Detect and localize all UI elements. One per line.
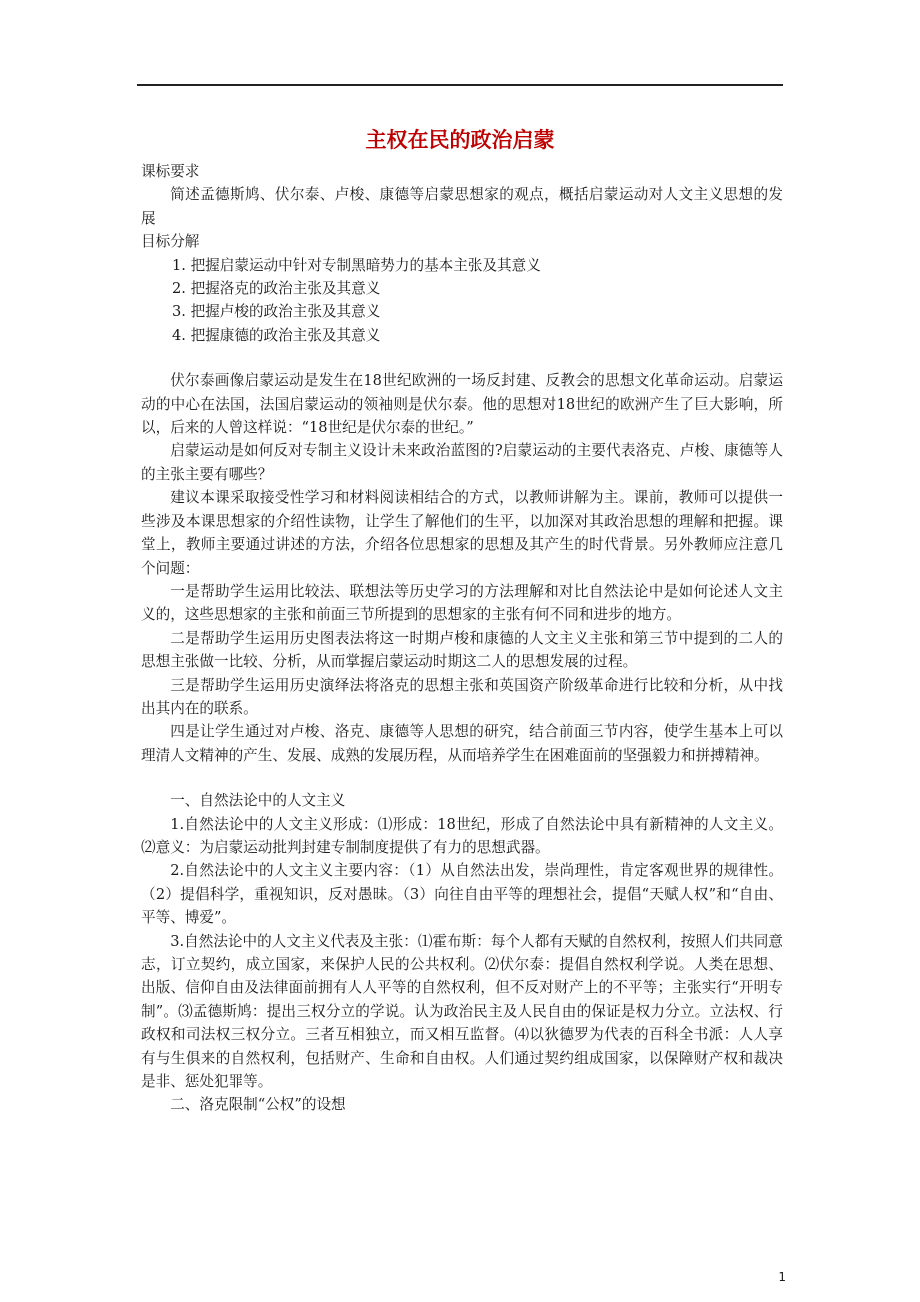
spacer bbox=[141, 767, 783, 789]
section-heading-objectives: 目标分解 bbox=[141, 233, 200, 251]
intro-paragraph: 启蒙运动是如何反对专制主义设计未来政治蓝图的?启蒙运动的主要代表洛克、卢梭、康德等人的主张主要有哪些？ bbox=[141, 442, 783, 483]
objective-item: 2. 把握洛克的政治主张及其意义 bbox=[172, 280, 381, 298]
document-body bbox=[141, 160, 783, 1117]
objective-item: 4. 把握康德的政治主张及其意义 bbox=[172, 326, 381, 344]
document-title: 主权在民的政治启蒙 bbox=[365, 128, 555, 152]
part2-heading: 二、洛克限制“公权”的设想 bbox=[170, 1096, 346, 1114]
intro-paragraph: 二是帮助学生运用历史图表法将这一时期卢梭和康德的人文主义主张和第三节中提到的二人的思想主张做一比较、分析，从而掌握启蒙运动时期这二人的思想发展的过程。 bbox=[141, 629, 783, 671]
section-heading-curriculum: 课标要求 bbox=[141, 163, 200, 180]
header-rule bbox=[137, 84, 783, 86]
objective-item: 1. 把握启蒙运动中针对专制黑暗势力的基本主张及其意义 bbox=[172, 256, 541, 274]
curriculum-text: 简述孟德斯鸠、伏尔泰、卢梭、康德等启蒙思想家的观点，概括启蒙运动对人文主义思想的发展 bbox=[141, 186, 783, 227]
intro-paragraph: 三是帮助学生运用历史演绎法将洛克的思想主张和英国资产阶级革命进行比较和分析，从中找出其内在的联系。 bbox=[141, 676, 783, 717]
part1-paragraph: 1.自然法论中的人文主义形成：⑴形成：18世纪，形成了自然法论中具有新精神的人文主义。⑵意义：为启蒙运动批判封建专制制度提供了有力的思想武器。 bbox=[141, 815, 783, 856]
part1-paragraph: 3.自然法论中的人文主义代表及主张：⑴霍布斯：每个人都有天赋的自然权利，按照人们共同意志，订立契约，成立国家，来保护人民的公共权利。⑵伏尔泰：提倡自然权利学说。人类在思想、出版、信仰自由及法律面前拥有人人平等的自然权利，但不反对财产上的不平等；主张实行“开明专制”。⑶孟德斯鸠：提出三权分立的学说。认为政治民主及人民自由的保证是权力分立。立法权、行政权和司法权三权分立。三者互相独立，而又相互监督。⑷以狄德罗为代表的百科全书派：人人享有与生俱来的自然权利，包括财产、生命和自由权。人们通过契约组成国家，以保障财产权和裁决是非、惩处犯罪等。 bbox=[141, 932, 783, 1091]
intro-paragraph: 建议本课采取接受性学习和材料阅读相结合的方式，以教师讲解为主。课前，教师可以提供一些涉及本课思想家的介绍性读物，让学生了解他们的生平，以加深对其政治思想的理解和把握。课堂上，教师主要通过讲述的方法，介绍各位思想家的思想及其产生的时代背景。另外教师应注意几个问题： bbox=[141, 489, 783, 577]
part1-paragraph: 2.自然法论中的人文主义主要内容：（1）从自然法出发，崇尚理性，肯定客观世界的规律性。（2）提倡科学，重视知识，反对愚昧。（3）向往自由平等的理想社会，提倡“天赋人权”和“自由、平等、博爱”。 bbox=[141, 862, 783, 927]
objective-item: 3. 把握卢梭的政治主张及其意义 bbox=[172, 303, 381, 321]
intro-paragraph: 四是让学生通过对卢梭、洛克、康德等人思想的研究，结合前面三节内容，使学生基本上可以理清人文精神的产生、发展、成熟的发展历程，从而培养学生在困难面前的坚强毅力和拼搏精神。 bbox=[141, 723, 783, 764]
part1-heading: 一、自然法论中的人文主义 bbox=[170, 792, 346, 810]
intro-paragraph: 伏尔泰画像启蒙运动是发生在18世纪欧洲的一场反封建、反教会的思想文化革命运动。启蒙运动的中心在法国，法国启蒙运动的领袖则是伏尔泰。他的思想对18世纪的欧洲产生了巨大影响，所以，后来的人曾这样说：“18世纪是伏尔泰的世纪。” bbox=[141, 372, 783, 437]
spacer bbox=[141, 347, 783, 369]
page-number: 1 bbox=[778, 1270, 786, 1284]
intro-paragraph: 一是帮助学生运用比较法、联想法等历史学习的方法理解和对比自然法论中是如何论述人文主义的，这些思想家的主张和前面三节所提到的思想家的主张有何不同和进步的地方。 bbox=[141, 582, 783, 624]
